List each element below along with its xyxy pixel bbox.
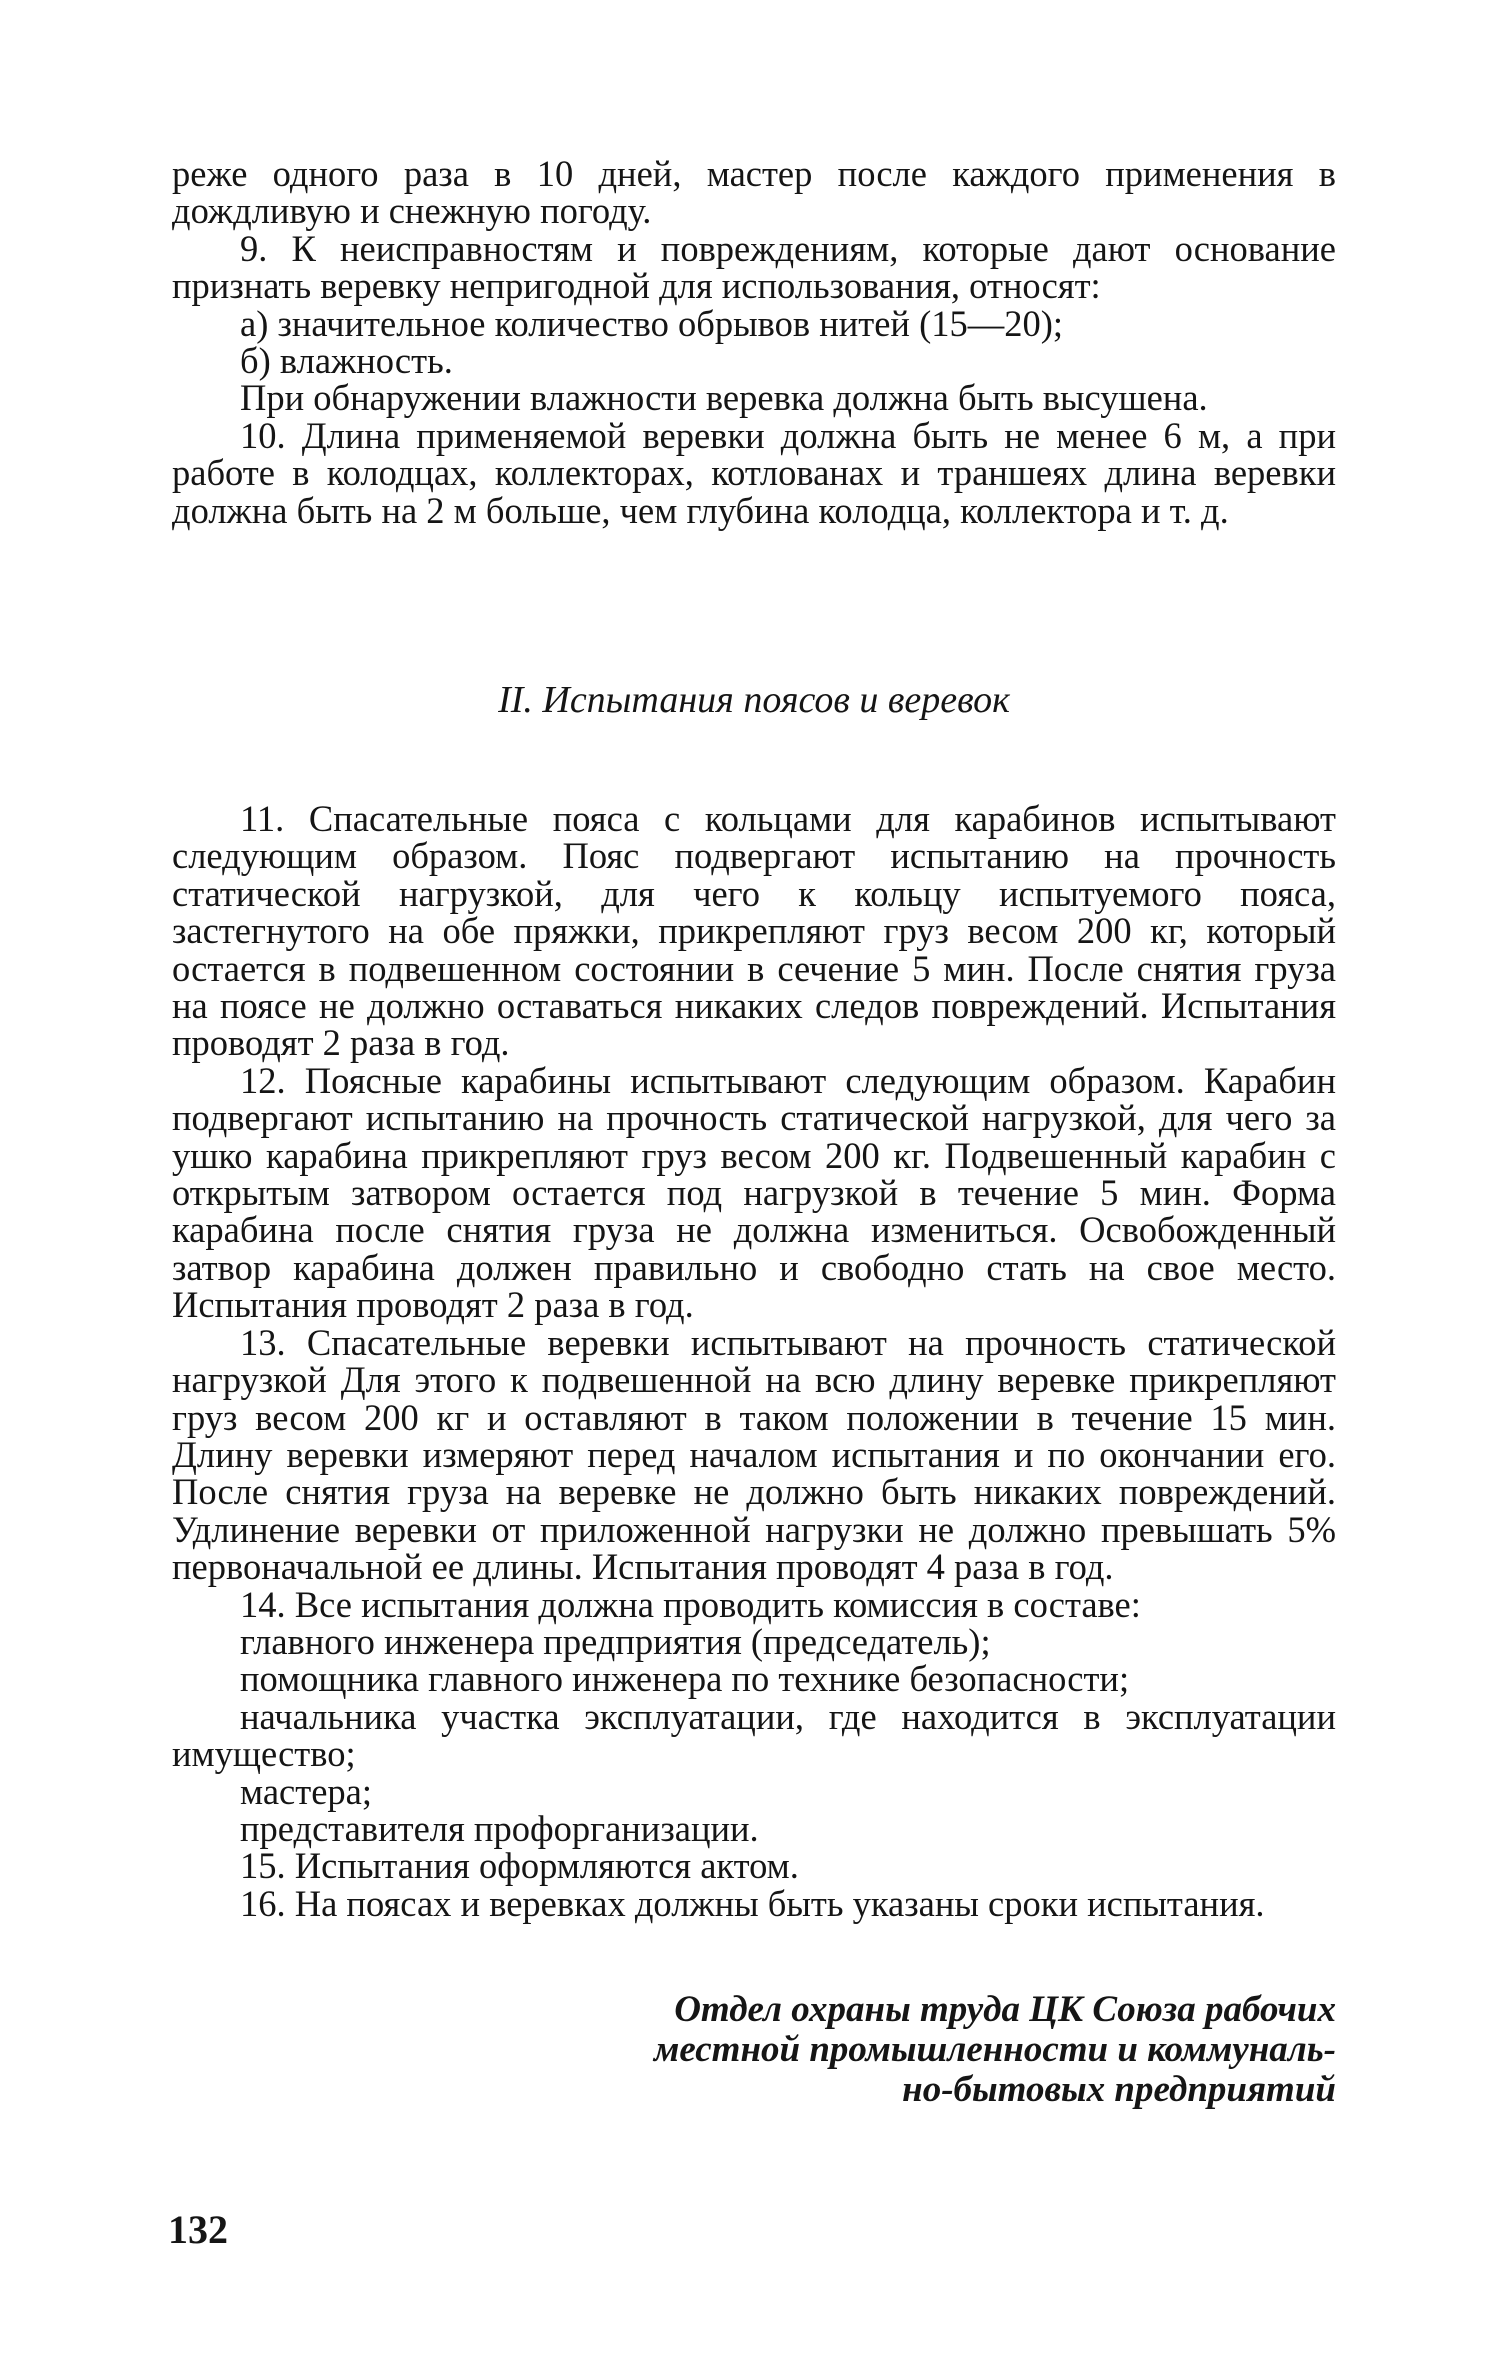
top-section bbox=[172, 155, 1336, 529]
item-14: 14. Все испытания должна проводить комиссия в составе: bbox=[240, 1583, 1141, 1625]
item-14-member: помощника главного инженера по технике безопасности; bbox=[240, 1658, 1130, 1700]
section-heading: II. Испытания поясов и веревок bbox=[498, 679, 1010, 721]
item-9-note: При обнаружении влажности веревка должна быть высушена. bbox=[240, 377, 1208, 419]
item-14-member: начальника участка эксплуатации, где находится в эксплуатации имущество; bbox=[172, 1695, 1336, 1775]
page-number: 132 bbox=[168, 2207, 228, 2252]
item-14-member: мастера; bbox=[240, 1770, 372, 1812]
item-12: 12. Поясные карабины испытывают следующим образом. Карабин подвергают испытанию на прочность статической нагрузкой, для чего за ушко карабина прикрепляют груз весом 200 кг. Подвешенный карабин с открытым затвором остается под нагрузкой в течение 5 мин. Форма карабина после снятия груза не должна измениться. Освобожденный затвор карабина должен правильно и свободно стать на свое место. Испытания проводят 2 раза в год. bbox=[172, 1059, 1336, 1326]
item-9-a: а) значительное количество обрывов нитей (15—20); bbox=[240, 302, 1064, 344]
main-section bbox=[172, 800, 1336, 1922]
item-9-b: б) влажность. bbox=[240, 340, 453, 382]
signature-line: но-бытовых предприятий bbox=[902, 2069, 1336, 2110]
item-14-member: представителя профорганизации. bbox=[240, 1807, 759, 1849]
signature-block bbox=[616, 1990, 1336, 2110]
item-14-member: главного инженера предприятия (председатель); bbox=[240, 1620, 991, 1662]
item-15: 15. Испытания оформляются актом. bbox=[240, 1845, 799, 1887]
signature-line: Отдел охраны труда ЦК Союза рабочих bbox=[674, 1989, 1336, 2030]
item-13: 13. Спасательные веревки испытывают на прочность статической нагрузкой Для этого к подвешенной на всю длину веревке прикрепляют груз весом 200 кг и оставляют в таком положении в течение 15 мин. Длину веревки измеряют перед началом испытания и по окончании его. После снятия груза на веревке не должно быть никаких повреждений. Удлинение веревки от приложенной нагрузки не должно превышать 5% первоначальной ее длины. Испытания проводят 4 раза в год. bbox=[172, 1321, 1336, 1588]
signature-line: местной промышленности и коммуналь- bbox=[653, 2029, 1336, 2070]
item-10: 10. Длина применяемой веревки должна быть не менее 6 м, а при работе в колодцах, коллекторах, котлованах и траншеях длина веревки должна быть на 2 м больше, чем глубина колодца, коллектора и т. д. bbox=[172, 414, 1336, 531]
continued-paragraph: реже одного раза в 10 дней, мастер после каждого применения в дождливую и снежную погоду. bbox=[172, 153, 1336, 232]
item-9: 9. К неисправностям и повреждениям, которые дают основание признать веревку непригодной для использования, относят: bbox=[172, 227, 1336, 307]
item-16: 16. На поясах и веревках должны быть указаны сроки испытания. bbox=[240, 1882, 1265, 1924]
item-11: 11. Спасательные пояса с кольцами для карабинов испытывают следующим образом. Пояс подвергают испытанию на прочность статической нагрузкой, для чего к кольцу испытуемого пояса, застегнутого на обе пряжки, прикрепляют груз весом 200 кг, который остается в подвешенном состоянии в сечение 5 мин. После снятия груза на поясе не должно оставаться никаких следов повреждений. Испытания проводят 2 раза в год. bbox=[172, 798, 1336, 1064]
